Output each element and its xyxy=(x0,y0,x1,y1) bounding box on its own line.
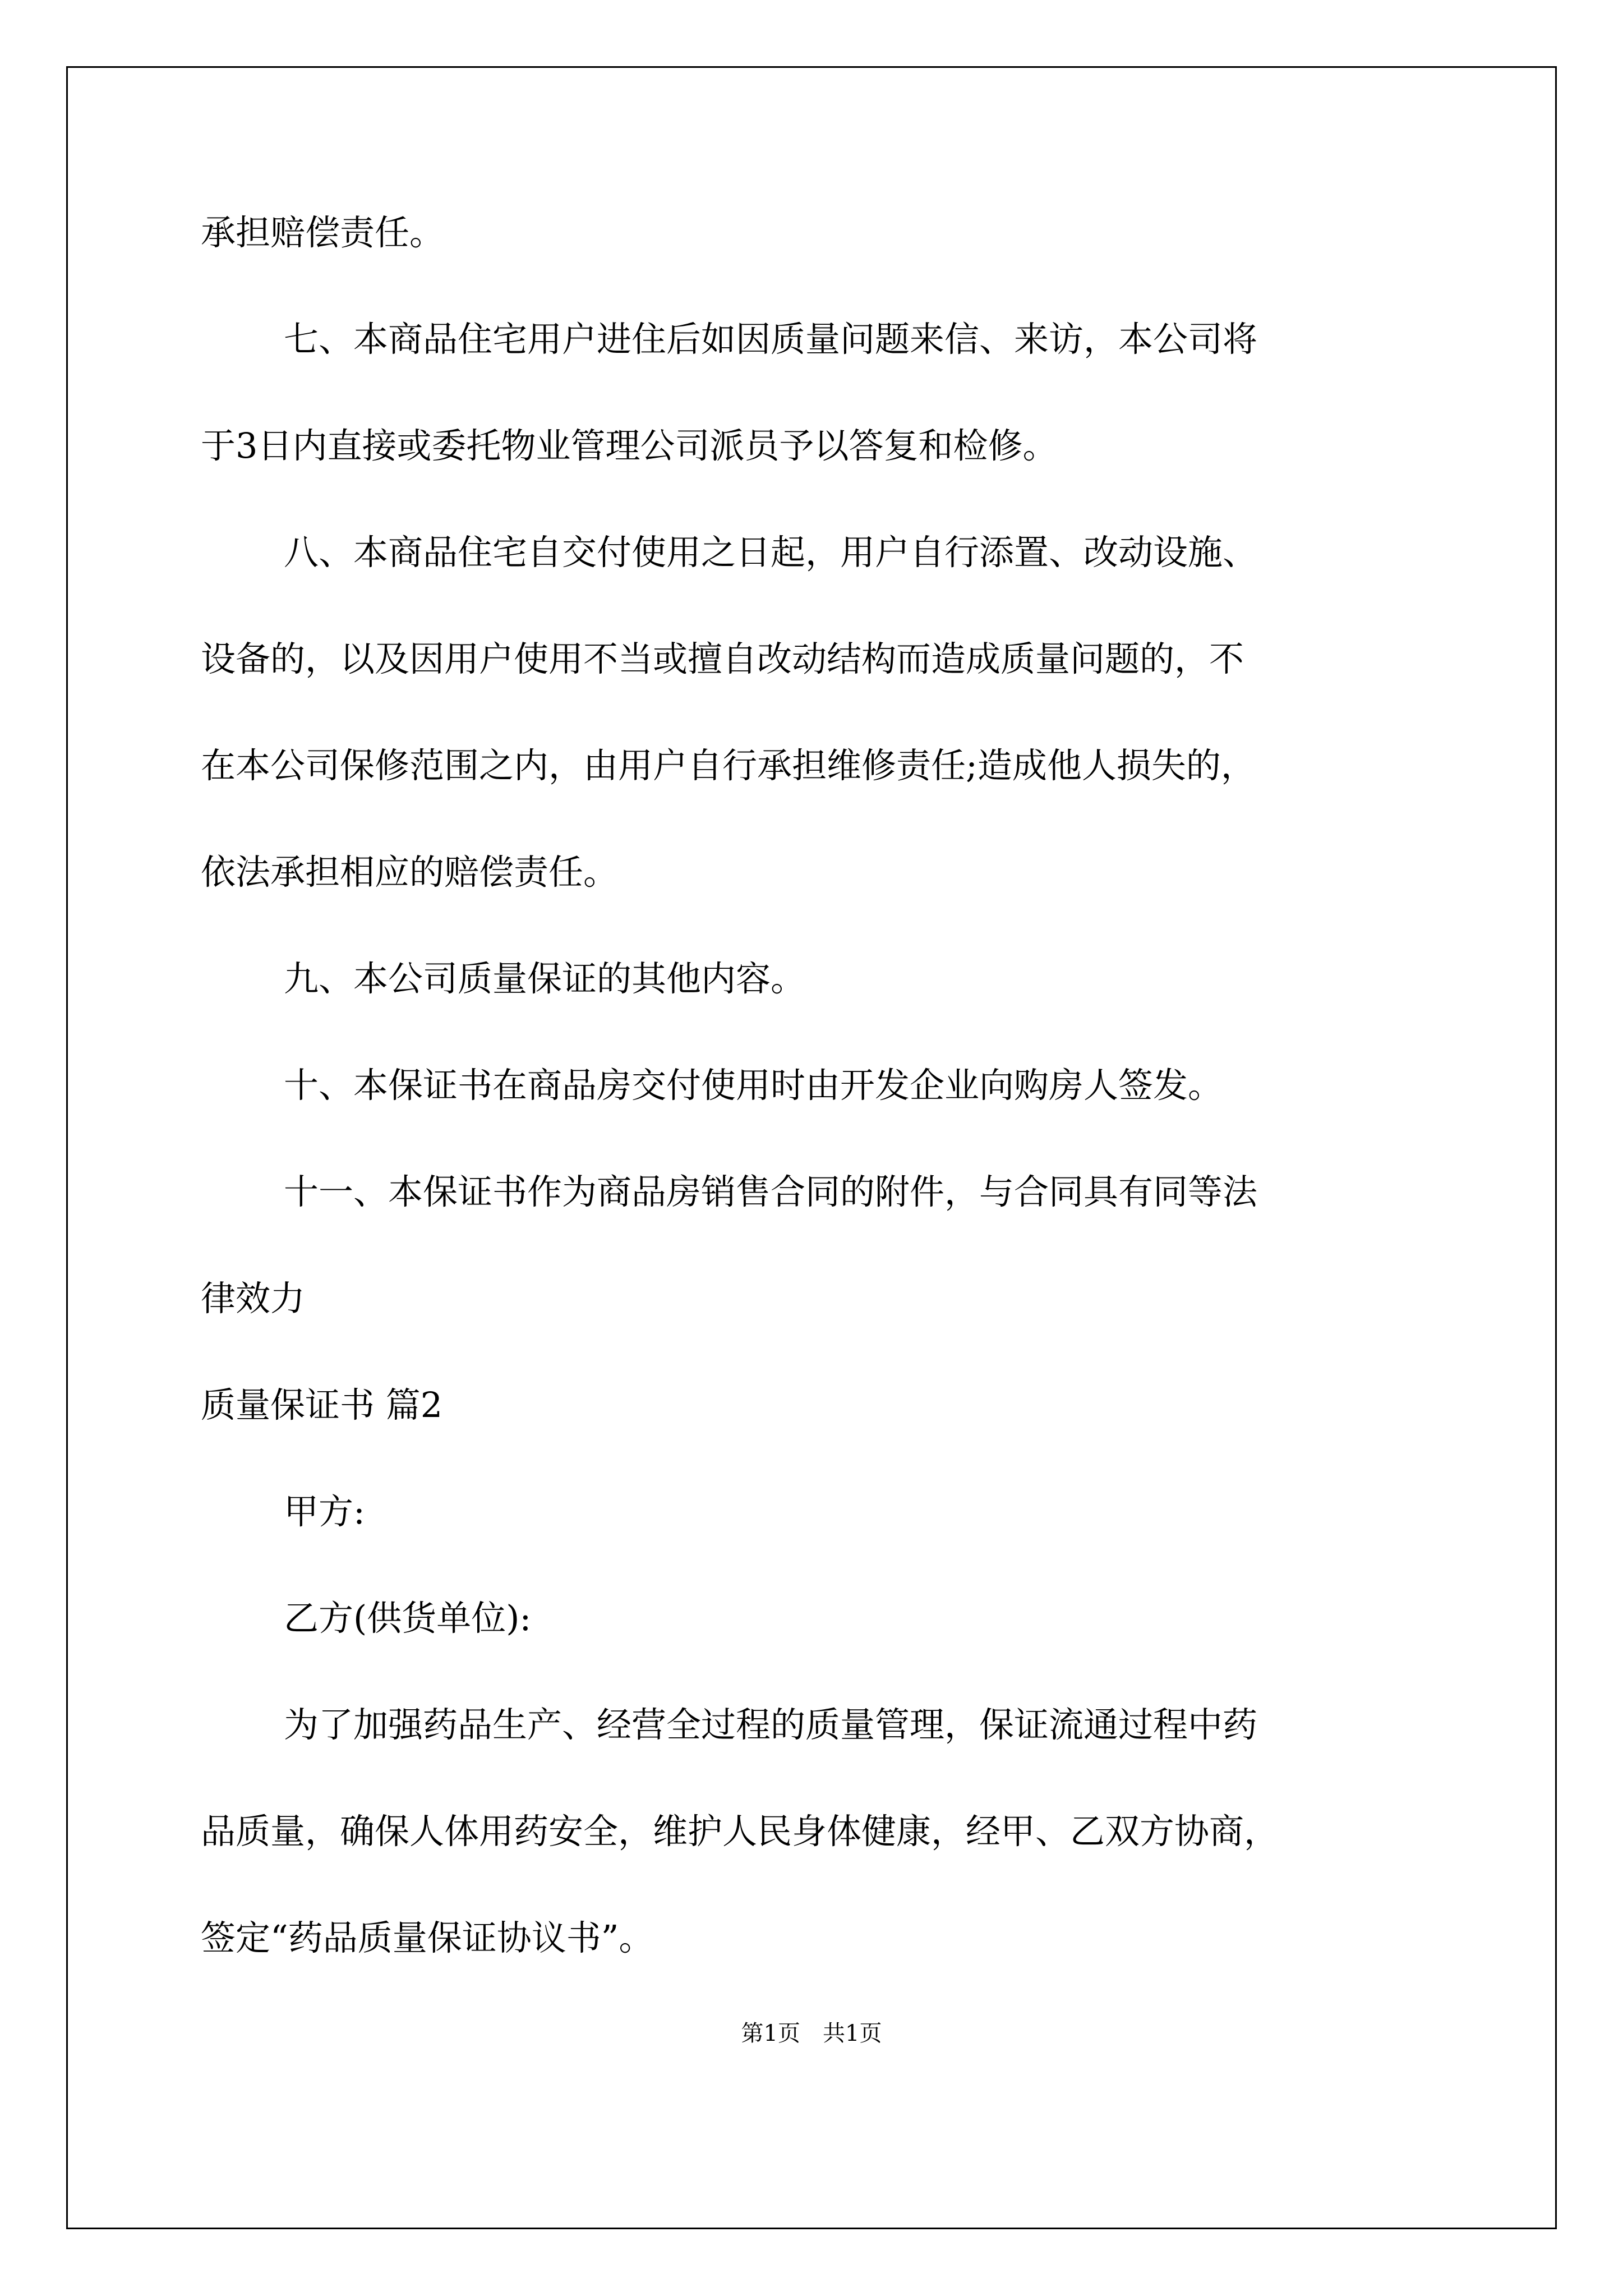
text-line-11: 律效力 xyxy=(201,1278,306,1319)
text-line-4: 八、本商品住宅自交付使用之日起，用户自行添置、改动设施、 xyxy=(284,532,1258,573)
text-line-10: 十一、本保证书作为商品房销售合同的附件，与合同具有同等法 xyxy=(284,1171,1258,1212)
text-line-2: 七、本商品住宅用户进住后如因质量问题来信、来访，本公司将 xyxy=(284,319,1258,360)
text-line-9: 十、本保证书在商品房交付使用时由开发企业向购房人签发。 xyxy=(284,1065,1223,1106)
page-total: 共1页 xyxy=(823,2021,882,2046)
text-line-6: 在本公司保修范围之内，由用户自行承担维修责任;造成他人损失的， xyxy=(201,745,1256,786)
text-line-8: 九、本公司质量保证的其他内容。 xyxy=(284,958,806,999)
page-number: 第1页 xyxy=(741,2021,800,2046)
text-line-3: 于3日内直接或委托物业管理公司派员予以答复和检修。 xyxy=(201,425,1058,466)
text-line-17: 签定“药品质量保证协议书”。 xyxy=(201,1917,654,1958)
text-line-15: 为了加强药品生产、经营全过程的质量管理，保证流通过程中药 xyxy=(284,1704,1258,1745)
party-b-label: 乙方(供货单位): xyxy=(284,1598,532,1639)
text-line-7: 依法承担相应的赔偿责任。 xyxy=(201,852,619,892)
text-line-16: 品质量，确保人体用药安全，维护人民身体健康，经甲、乙双方协商， xyxy=(201,1811,1279,1852)
text-line-5: 设备的，以及因用户使用不当或擅自改动结构而造成质量问题的，不 xyxy=(201,638,1244,679)
page-footer xyxy=(0,2019,1623,2047)
text-line-1: 承担赔偿责任。 xyxy=(201,212,445,253)
section-heading: 质量保证书 篇2 xyxy=(201,1384,443,1425)
page-border xyxy=(66,66,1557,2229)
party-a-label: 甲方: xyxy=(284,1491,365,1532)
